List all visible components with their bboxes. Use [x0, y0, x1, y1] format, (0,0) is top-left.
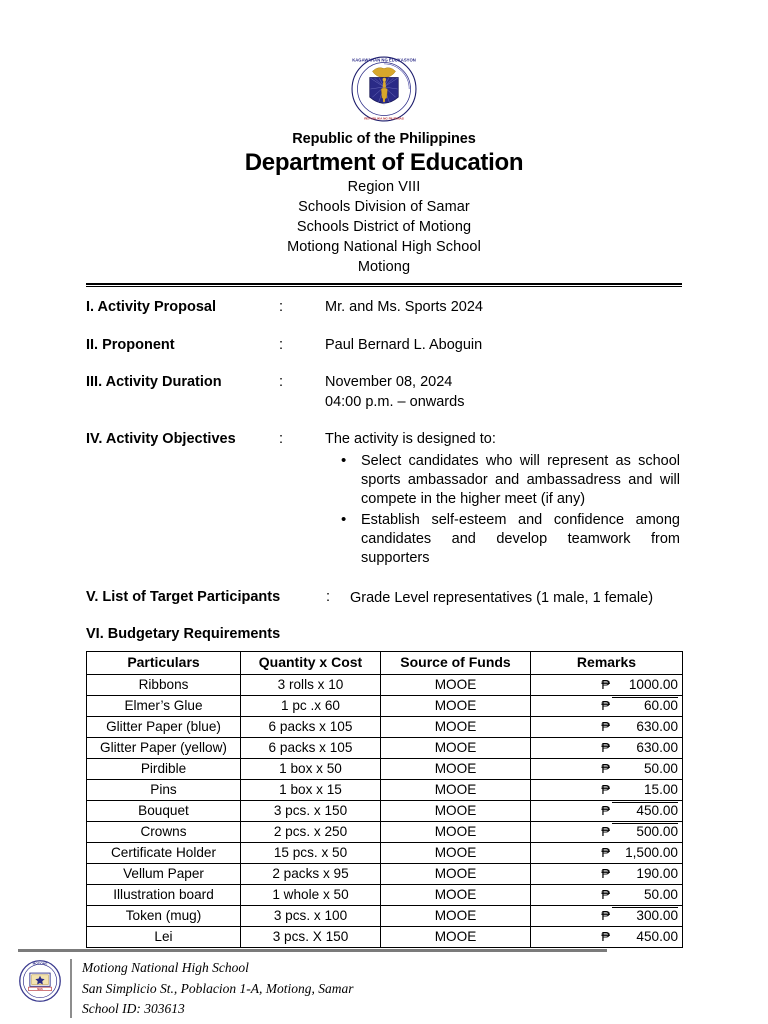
peso-sign-icon: ₱: [601, 844, 610, 860]
cell-quantity-cost: 3 pcs. x 100: [241, 906, 381, 927]
cell-remarks: [531, 801, 683, 822]
peso-sign-icon: ₱: [601, 698, 610, 713]
footer-vertical-rule: [70, 959, 72, 1018]
cell-source-of-funds: MOOE: [381, 696, 531, 717]
table-body: [87, 675, 683, 948]
cell-source-of-funds: MOOE: [381, 843, 531, 864]
table-row: [87, 906, 683, 927]
peso-sign-icon: ₱: [601, 676, 610, 692]
section-activity-objectives: [86, 430, 682, 570]
amount-value: 1,500.00: [625, 844, 678, 860]
section-proponent: [86, 336, 682, 356]
cell-particulars: Certificate Holder: [87, 843, 241, 864]
peso-sign-icon: ₱: [601, 886, 610, 902]
objective-item: • Select candidates who will represent as school sports ambassador and ambassadress and will compete in the higher meet (if any): [361, 452, 682, 509]
letterhead-line-town: Motiong: [357, 258, 411, 275]
section-value-target-participants: Grade Level representatives (1 male, 1 female): [350, 589, 654, 606]
amount-row: [535, 740, 678, 757]
table-row: [87, 738, 683, 759]
duration-time: 04:00 p.m. – onwards: [325, 393, 465, 410]
amount-value: 300.00: [612, 907, 678, 925]
peso-sign-icon: ₱: [601, 718, 610, 734]
motiong-nhs-logo-icon: [18, 959, 62, 1003]
section-value-proponent: Paul Bernard L. Aboguin: [325, 336, 483, 353]
letterhead-line-republic: Republic of the Philippines: [292, 131, 476, 147]
peso-sign-icon: ₱: [601, 781, 610, 797]
cell-particulars: Illustration board: [87, 885, 241, 906]
peso-sign-icon: ₱: [601, 928, 610, 944]
amount-row: [535, 802, 678, 820]
letterhead-line-division: Schools Division of Samar: [298, 198, 470, 215]
amount-row: [535, 907, 678, 925]
letterhead: [0, 55, 768, 277]
cell-remarks: [531, 843, 683, 864]
section-label-activity-duration: III. Activity Duration: [86, 374, 222, 391]
section-label-target-participants: V. List of Target Participants: [86, 588, 281, 605]
peso-sign-icon: ₱: [601, 803, 610, 818]
section-colon-1: :: [279, 299, 284, 315]
cell-quantity-cost: 3 pcs. X 150: [241, 927, 381, 948]
column-header-source-of-funds: Source of Funds: [381, 652, 531, 675]
cell-quantity-cost: 3 rolls x 10: [241, 675, 381, 696]
cell-quantity-cost: 2 packs x 95: [241, 864, 381, 885]
cell-remarks: [531, 906, 683, 927]
table-row: [87, 759, 683, 780]
section-activity-proposal: [86, 298, 682, 318]
objectives-list: [325, 452, 682, 569]
footer-divider: [18, 949, 607, 952]
objective-item: • Establish self-esteem and confidence among candidates and develop teamwork from supporters: [361, 511, 682, 568]
table-header: [87, 652, 683, 675]
deped-seal-icon: [350, 55, 418, 123]
cell-source-of-funds: MOOE: [381, 759, 531, 780]
peso-sign-icon: ₱: [601, 760, 610, 776]
table-row: [87, 717, 683, 738]
amount-row: [535, 823, 678, 841]
budgetary-requirements-table-wrap: [86, 651, 682, 948]
header-divider-thin: [86, 286, 682, 287]
cell-quantity-cost: 15 pcs. x 50: [241, 843, 381, 864]
peso-sign-icon: ₱: [601, 824, 610, 839]
section-label-budgetary-requirements: VI. Budgetary Requirements: [86, 626, 281, 643]
section-activity-duration: [86, 373, 682, 412]
footer-school-name: Motiong National High School: [82, 960, 249, 975]
table-row: [87, 927, 683, 948]
cell-particulars: Crowns: [87, 822, 241, 843]
section-colon-5: :: [326, 588, 331, 605]
amount-value: 500.00: [612, 823, 678, 841]
amount-row: [535, 761, 678, 778]
cell-quantity-cost: 1 pc .x 60: [241, 696, 381, 717]
cell-quantity-cost: 1 box x 15: [241, 780, 381, 801]
cell-quantity-cost: 1 whole x 50: [241, 885, 381, 906]
cell-remarks: [531, 738, 683, 759]
cell-remarks: [531, 717, 683, 738]
cell-remarks: [531, 675, 683, 696]
cell-remarks: [531, 822, 683, 843]
cell-particulars: Pirdible: [87, 759, 241, 780]
column-header-particulars: Particulars: [87, 652, 241, 675]
amount-row: [535, 845, 678, 862]
amount-value: 450.00: [612, 802, 678, 820]
peso-sign-icon: ₱: [601, 739, 610, 755]
cell-particulars: Glitter Paper (yellow): [87, 738, 241, 759]
amount-value: 450.00: [636, 928, 678, 944]
letterhead-line-district: Schools District of Motiong: [296, 218, 472, 235]
cell-source-of-funds: MOOE: [381, 927, 531, 948]
amount-value: 1000.00: [628, 676, 678, 692]
amount-row: [535, 866, 678, 883]
amount-value: 50.00: [643, 760, 678, 776]
cell-quantity-cost: 2 pcs. x 250: [241, 822, 381, 843]
cell-source-of-funds: MOOE: [381, 864, 531, 885]
section-colon-2: :: [279, 336, 284, 353]
header-divider: [86, 283, 682, 288]
duration-date: November 08, 2024: [325, 374, 453, 391]
amount-row: [535, 719, 678, 736]
svg-text:KAGAWARAN NG EDUKASYON: KAGAWARAN NG EDUKASYON: [352, 57, 416, 63]
section-label-activity-proposal: I. Activity Proposal: [86, 299, 216, 315]
table-row: [87, 885, 683, 906]
footer-address-block: [82, 957, 353, 1020]
cell-particulars: Token (mug): [87, 906, 241, 927]
section-colon-4: :: [279, 431, 284, 448]
peso-sign-icon: ₱: [601, 865, 610, 881]
cell-particulars: Bouquet: [87, 801, 241, 822]
amount-value: 630.00: [636, 718, 678, 734]
proposal-body: [86, 298, 682, 658]
cell-remarks: [531, 864, 683, 885]
section-value-activity-objectives: [325, 430, 682, 570]
amount-value: 60.00: [612, 697, 678, 715]
section-label-proponent: II. Proponent: [86, 336, 175, 353]
cell-quantity-cost: 6 packs x 105: [241, 717, 381, 738]
amount-row: [535, 782, 678, 799]
section-target-participants: [86, 589, 682, 609]
table-row: [87, 822, 683, 843]
section-value-activity-proposal: Mr. and Ms. Sports 2024: [325, 299, 483, 315]
amount-row: [535, 697, 678, 715]
cell-particulars: Elmer’s Glue: [87, 696, 241, 717]
letterhead-line-school: Motiong National High School: [287, 238, 481, 255]
table-row: [87, 675, 683, 696]
cell-remarks: [531, 759, 683, 780]
letterhead-line-region: Region VIII: [347, 178, 421, 195]
cell-source-of-funds: MOOE: [381, 885, 531, 906]
column-header-remarks: Remarks: [531, 652, 683, 675]
peso-sign-icon: ₱: [601, 908, 610, 923]
cell-source-of-funds: MOOE: [381, 717, 531, 738]
cell-particulars: Pins: [87, 780, 241, 801]
table-header-row: [87, 652, 683, 675]
amount-value: 630.00: [636, 739, 678, 755]
amount-row: [535, 677, 678, 694]
cell-remarks: [531, 780, 683, 801]
column-header-quantity-cost: Quantity x Cost: [241, 652, 381, 675]
table-row: [87, 864, 683, 885]
budgetary-requirements-table: [86, 651, 683, 948]
amount-value: 50.00: [643, 886, 678, 902]
svg-text:NHS: NHS: [37, 988, 43, 992]
objectives-intro: The activity is designed to:: [325, 431, 496, 448]
table-row: [87, 696, 683, 717]
cell-source-of-funds: MOOE: [381, 822, 531, 843]
amount-value: 190.00: [636, 865, 678, 881]
cell-quantity-cost: 6 packs x 105: [241, 738, 381, 759]
cell-source-of-funds: MOOE: [381, 801, 531, 822]
cell-source-of-funds: MOOE: [381, 780, 531, 801]
cell-particulars: Vellum Paper: [87, 864, 241, 885]
cell-source-of-funds: MOOE: [381, 906, 531, 927]
cell-remarks: [531, 885, 683, 906]
footer-school-id: School ID: 303613: [82, 1001, 185, 1017]
cell-remarks: [531, 696, 683, 717]
footer: [18, 957, 658, 1020]
cell-particulars: Glitter Paper (blue): [87, 717, 241, 738]
svg-text:MOTIONG: MOTIONG: [32, 961, 48, 966]
cell-remarks: [531, 927, 683, 948]
section-label-activity-objectives: IV. Activity Objectives: [86, 431, 236, 448]
cell-particulars: Ribbons: [87, 675, 241, 696]
table-row: [87, 843, 683, 864]
amount-row: [535, 929, 678, 946]
cell-quantity-cost: 1 box x 50: [241, 759, 381, 780]
letterhead-line-department: Department of Education: [244, 148, 524, 176]
footer-address: San Simplicio St., Poblacion 1-A, Motiong, Samar: [82, 980, 354, 996]
cell-source-of-funds: MOOE: [381, 675, 531, 696]
section-colon-3: :: [279, 374, 284, 391]
amount-value: 15.00: [643, 781, 678, 797]
cell-quantity-cost: 3 pcs. x 150: [241, 801, 381, 822]
amount-row: [535, 887, 678, 904]
table-row: [87, 780, 683, 801]
cell-source-of-funds: MOOE: [381, 738, 531, 759]
cell-particulars: Lei: [87, 927, 241, 948]
table-row: [87, 801, 683, 822]
section-value-activity-duration: [325, 373, 682, 412]
svg-text:REPUBLIKA NG PILIPINAS: REPUBLIKA NG PILIPINAS: [364, 116, 404, 121]
